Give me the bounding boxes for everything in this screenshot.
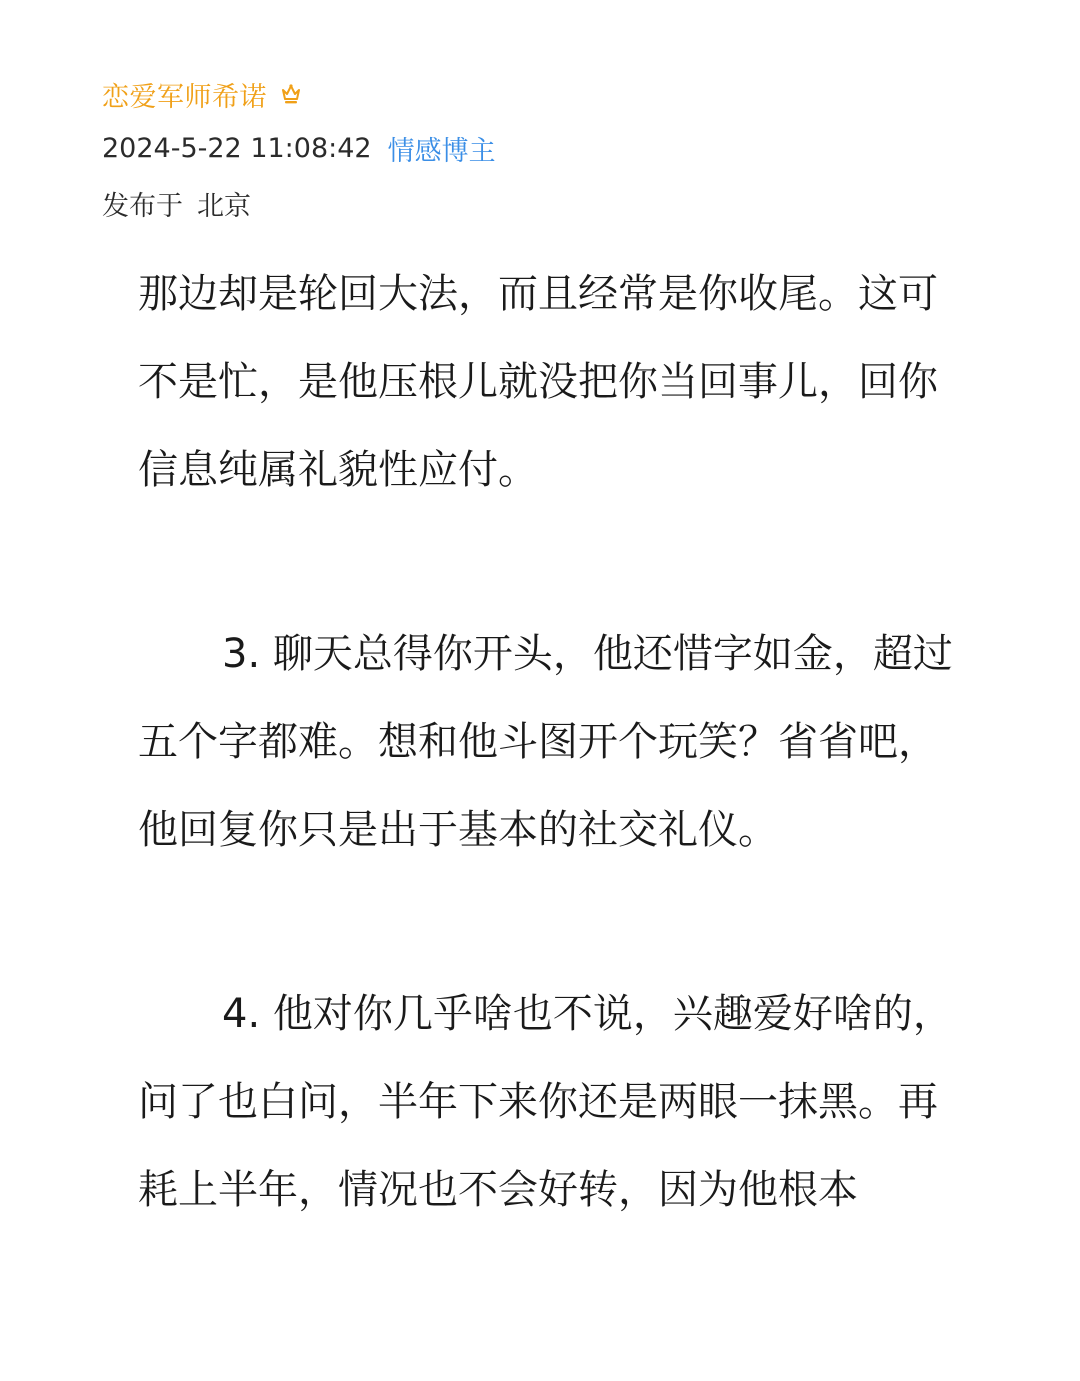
author-name[interactable]: 恋爱军师希诺 [102,81,267,113]
paragraph-spacer [138,514,974,610]
author-row [102,70,982,118]
post-timestamp: 2024-5-22 11:08:42 [102,132,372,164]
location-label: 发布于 [102,190,183,222]
paragraph-spacer [138,874,974,970]
article-paragraph: 那边却是轮回大法，而且经常是你收尾。这可不是忙，是他压根儿就没把你当回事儿，回你信息纯属礼貌性应付。 [138,271,938,493]
author-tag[interactable]: 情感博主 [387,135,496,167]
location-value: 北京 [197,190,251,222]
location-row [102,179,982,227]
meta-row [102,124,982,172]
article-paragraph: 3. 聊天总得你开头，他还惜字如金，超过五个字都难。想和他斗图开个玩笑？省省吧，他回复你只是出于基本的社交礼仪。 [138,631,953,853]
article-paragraph: 4. 他对你几乎啥也不说，兴趣爱好啥的，问了也白问，半年下来你还是两眼一抹黑。再耗上半年，情况也不会好转，因为他根本 [138,991,953,1213]
post-header [102,70,982,227]
crown-icon [281,83,301,105]
article-body [138,250,974,1234]
